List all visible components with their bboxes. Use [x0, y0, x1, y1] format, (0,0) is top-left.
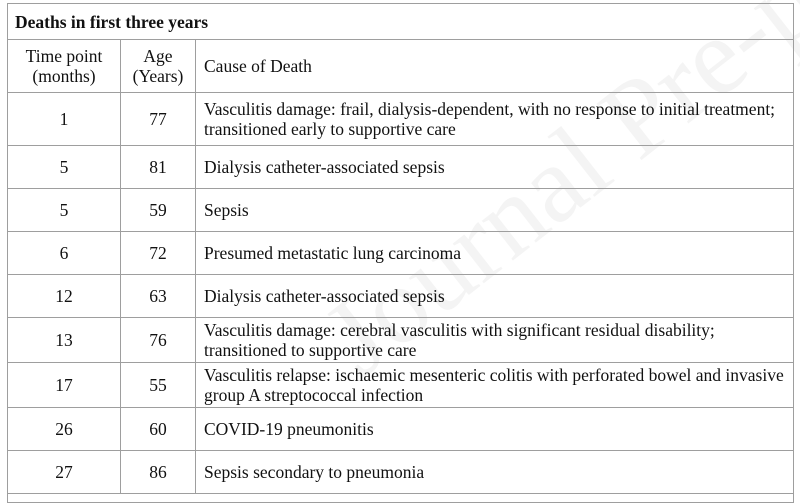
table-header-row	[8, 40, 794, 93]
table-title-row	[8, 4, 794, 40]
deaths-table	[7, 3, 794, 503]
cell-age: 81	[121, 146, 196, 189]
table-row	[8, 189, 794, 232]
header-age: Age (Years)	[121, 40, 196, 93]
cell-time: 13	[8, 318, 121, 363]
cell-time: 12	[8, 275, 121, 318]
cell-age: 55	[121, 363, 196, 408]
cell-age: 86	[121, 451, 196, 494]
cell-time: 27	[8, 451, 121, 494]
cell-age: 77	[121, 93, 196, 146]
cell-time: 6	[8, 232, 121, 275]
table-row	[8, 451, 794, 494]
cell-cause: Vasculitis relapse: ischaemic mesenteric colitis with perforated bowel and invasive group A streptococcal infection	[196, 363, 794, 408]
cell-time: 1	[8, 93, 121, 146]
cell-age: 60	[121, 408, 196, 451]
cell-time: 5	[8, 189, 121, 232]
cell-time: 26	[8, 408, 121, 451]
header-cause: Cause of Death	[196, 40, 794, 93]
cell-cause: Sepsis	[196, 189, 794, 232]
cell-cause: Presumed metastatic lung carcinoma	[196, 232, 794, 275]
cell-time: 5	[8, 146, 121, 189]
table-row	[8, 275, 794, 318]
cell-cause: COVID-19 pneumonitis	[196, 408, 794, 451]
table-title: Deaths in first three years	[8, 4, 794, 40]
table-row	[8, 232, 794, 275]
cell-cause: Dialysis catheter-associated sepsis	[196, 275, 794, 318]
table-row	[8, 408, 794, 451]
cell-cause: Vasculitis damage: cerebral vasculitis with significant residual disability; transitioned to supportive care	[196, 318, 794, 363]
cell-age: 76	[121, 318, 196, 363]
cell-time: 17	[8, 363, 121, 408]
header-time-point: Time point (months)	[8, 40, 121, 93]
cell-cause: Dialysis catheter-associated sepsis	[196, 146, 794, 189]
cell-cause: Sepsis secondary to pneumonia	[196, 451, 794, 494]
table-row	[8, 363, 794, 408]
cell-age: 72	[121, 232, 196, 275]
table-row	[8, 318, 794, 363]
cell-age: 63	[121, 275, 196, 318]
table-row	[8, 146, 794, 189]
table-row	[8, 93, 794, 146]
cell-age: 59	[121, 189, 196, 232]
cell-cause: Vasculitis damage: frail, dialysis-dependent, with no response to initial treatment; transitioned early to supportive care	[196, 93, 794, 146]
